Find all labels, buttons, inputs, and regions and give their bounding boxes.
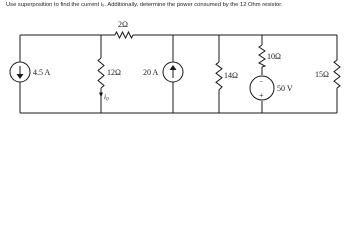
current-arrow-icon <box>99 93 103 98</box>
voltage-minus-sign: − <box>259 78 264 86</box>
label-15-ohm: 15Ω <box>315 70 329 79</box>
label-4-5a: 4.5 A <box>33 68 51 77</box>
resistor-15-ohm <box>334 60 340 88</box>
resistor-10-ohm <box>259 45 265 67</box>
label-12-ohm: 12Ω <box>107 68 121 77</box>
label-10-ohm: 10Ω <box>267 52 281 61</box>
current-source-20a <box>163 62 183 82</box>
label-2-ohm: 2Ω <box>118 20 128 29</box>
label-20a: 20 A <box>143 68 159 77</box>
label-i0-main: i <box>104 92 107 101</box>
circuit-wires <box>20 35 337 113</box>
current-source-4-5a <box>10 62 30 82</box>
label-i0-sub: 0 <box>106 97 109 103</box>
label-50v: 50 V <box>277 84 293 93</box>
wire-top-left <box>20 35 101 36</box>
voltage-plus-sign: + <box>259 91 264 100</box>
label-i0 <box>104 92 109 103</box>
resistor-2-ohm <box>115 32 133 38</box>
resistor-12-ohm <box>98 58 104 88</box>
question-text: Use superposition to find the current i₀. Additionally, determine the power consumed by the 12 Ohm resistor. <box>6 2 283 8</box>
label-14-ohm: 14Ω <box>224 71 238 80</box>
resistor-14-ohm <box>216 62 222 90</box>
